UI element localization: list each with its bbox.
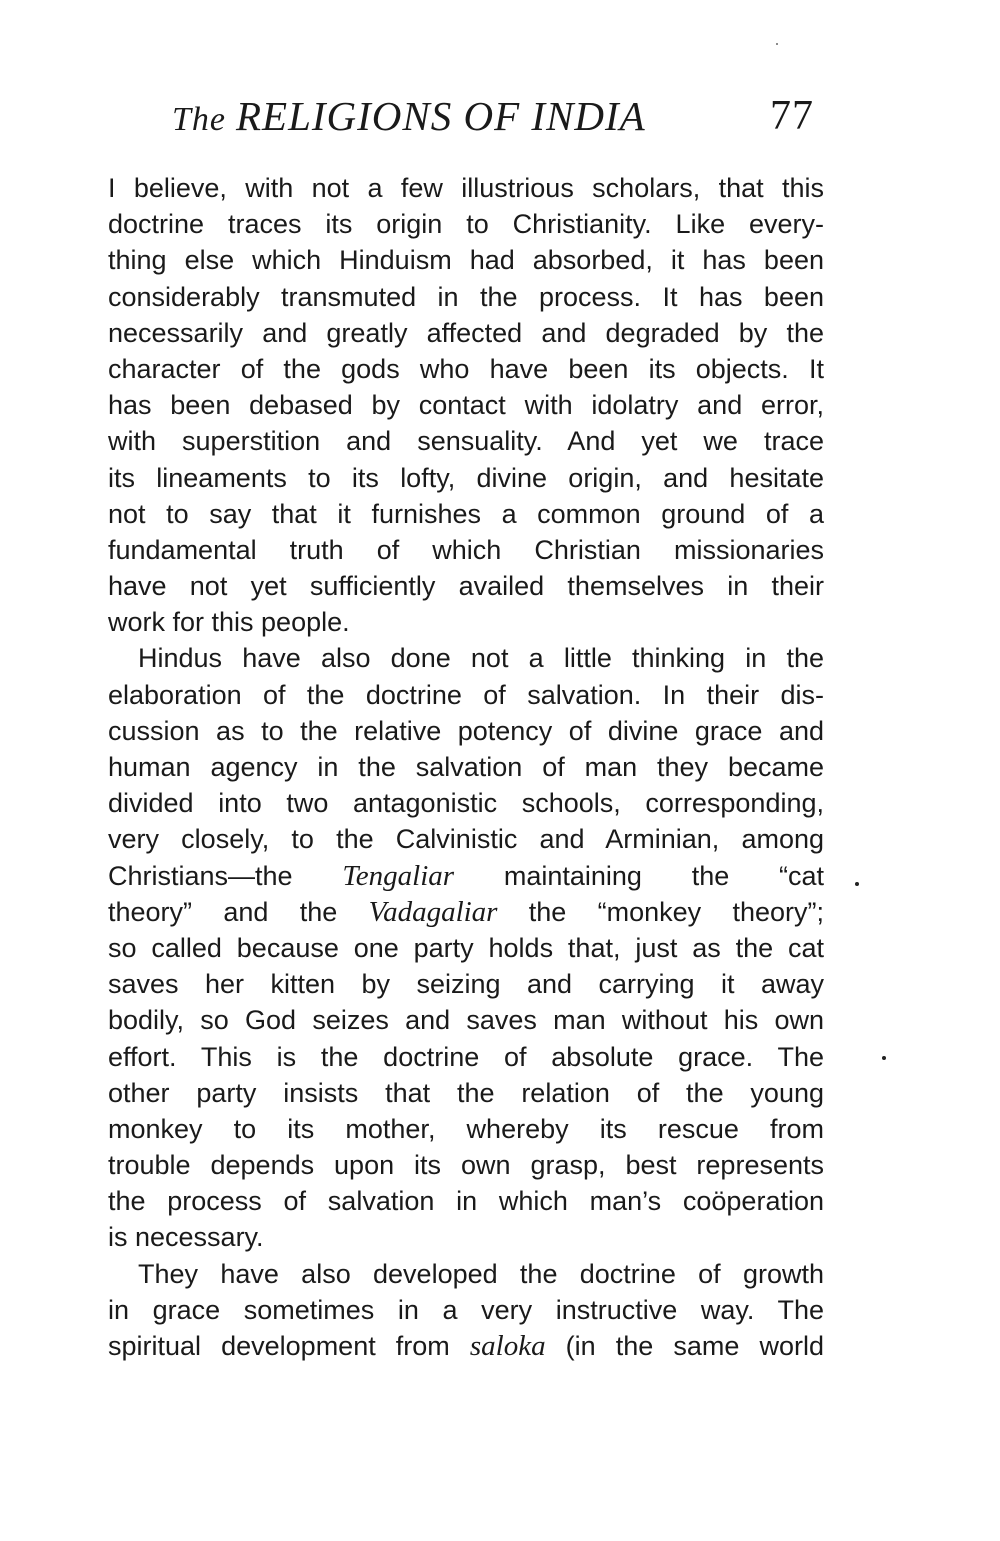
header-title: RELIGIONS OF INDIA xyxy=(236,93,646,139)
text-line: have not yet sufficiently availed themselves in their xyxy=(108,571,824,602)
text-line: Hindus have also done not a little thinking in the xyxy=(138,643,824,674)
margin-speck xyxy=(882,1056,886,1060)
text-line: effort. This is the doctrine of absolute grace. The xyxy=(108,1041,824,1072)
text-line: trouble depends upon its own grasp, best represents xyxy=(108,1150,824,1181)
text-line: is necessary. xyxy=(108,1222,264,1253)
running-header xyxy=(172,92,832,148)
text-line: in grace sometimes in a very instructive way. The xyxy=(108,1294,824,1325)
text-line: They have also developed the doctrine of growth xyxy=(138,1258,824,1289)
text-line: character of the gods who have been its objects. It xyxy=(108,353,824,384)
text-line: human agency in the salvation of man they became xyxy=(108,752,824,782)
term-tengaliar: Tengaliar xyxy=(342,859,455,892)
text-line: necessarily and greatly affected and degraded by the xyxy=(108,317,824,348)
text-line: so called because one party holds that, just as the cat xyxy=(108,932,824,963)
text-line: with superstition and sensuality. And yet we trace xyxy=(108,426,824,457)
text-line: monkey to its mother, whereby its rescue from xyxy=(108,1113,824,1144)
margin-speck xyxy=(855,882,859,886)
text-line: elaboration of the doctrine of salvation. In their dis- xyxy=(108,679,824,710)
text-line: doctrine traces its origin to Christianity. Like every- xyxy=(108,209,824,240)
text-line: the process of salvation in which man’s coöperation xyxy=(108,1186,824,1217)
text-line: considerably transmuted in the process. It has been xyxy=(108,281,824,312)
text-line: saves her kitten by seizing and carrying it away xyxy=(108,969,824,1000)
text-line: other party insists that the relation of the young xyxy=(108,1077,824,1108)
text-line: I believe, with not a few illustrious scholars, that this xyxy=(108,173,824,203)
header-the: The xyxy=(172,101,226,138)
text-line: its lineaments to its lofty, divine origin, and hesitate xyxy=(108,462,824,493)
body-text xyxy=(108,170,824,1364)
text-line: divided into two antagonistic schools, corresponding, xyxy=(108,788,824,819)
term-saloka: saloka xyxy=(469,1330,546,1362)
text-line: very closely, to the Calvinistic and Arminian, among xyxy=(108,824,824,855)
text-line: cussion as to the relative potency of divine grace and xyxy=(108,715,824,746)
text-line: work for this people. xyxy=(108,607,350,638)
text-line: spiritual development from saloka (in the same world xyxy=(108,1330,824,1362)
text-line: theory” and the Vadagaliar the “monkey theory”; xyxy=(108,895,825,928)
text-line: fundamental truth of which Christian missionaries xyxy=(108,534,824,565)
text-line: thing else which Hinduism had absorbed, it has been xyxy=(108,245,824,276)
text-line: has been debased by contact with idolatry and error, xyxy=(108,390,824,421)
text-line: not to say that it furnishes a common ground of a xyxy=(108,498,824,529)
page-number: 77 xyxy=(770,93,814,139)
text-line: Christians—the Tengaliar maintaining the “cat xyxy=(108,859,824,892)
term-vadagaliar: Vadagaliar xyxy=(368,895,498,928)
scan-speck xyxy=(776,43,778,45)
text-line: bodily, so God seizes and saves man without his own xyxy=(108,1005,824,1036)
